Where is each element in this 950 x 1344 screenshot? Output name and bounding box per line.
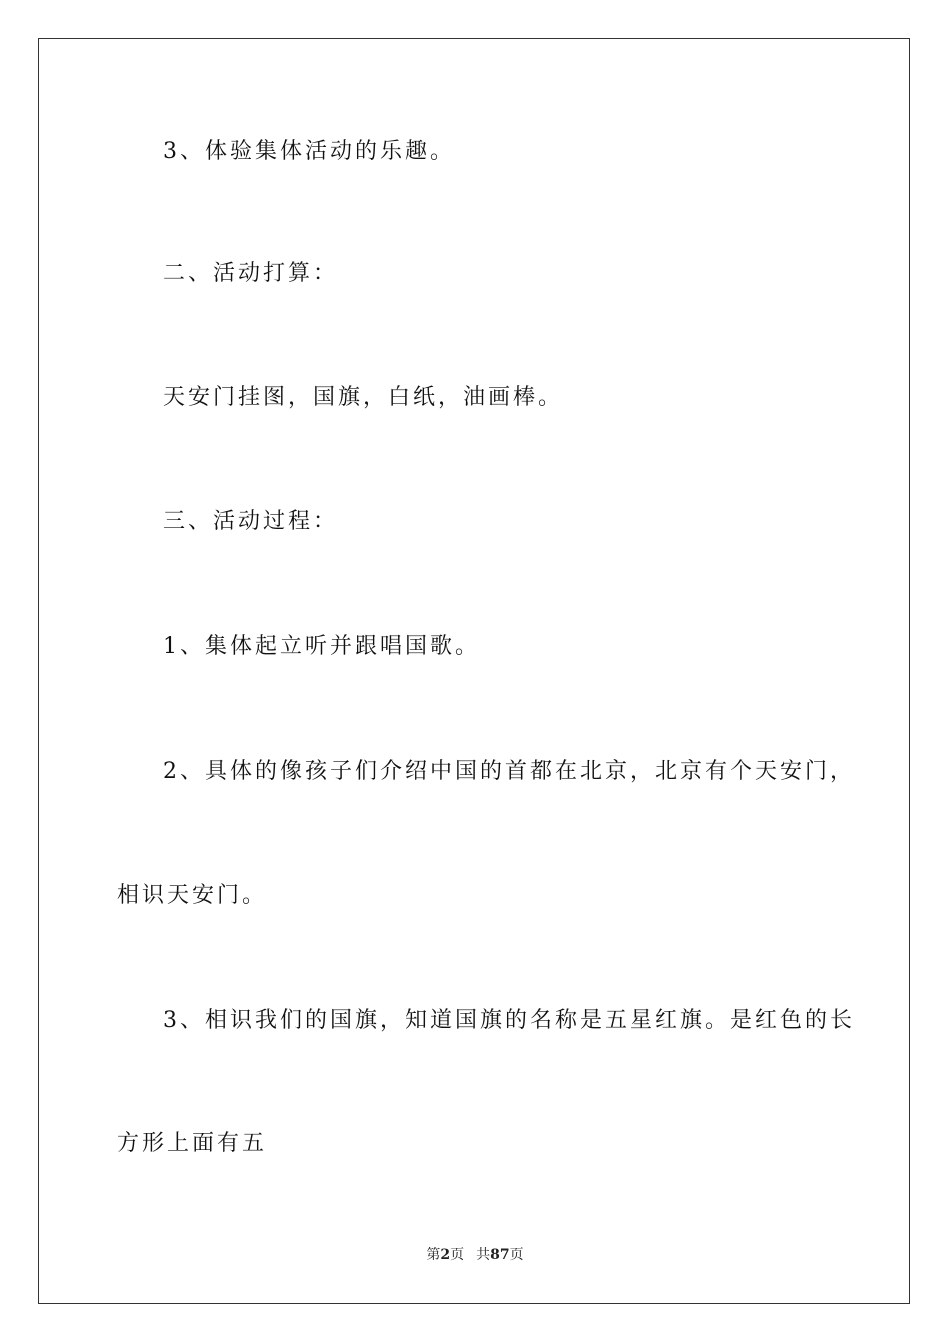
paragraph-step-1: 1、集体起立听并跟唱国歌。: [163, 634, 480, 659]
page-border: [38, 38, 910, 1304]
footer-page-total: 87: [490, 1247, 510, 1263]
paragraph-materials: 天安门挂图，国旗，白纸，油画棒。: [163, 385, 564, 410]
section-heading-process: 三、活动过程：: [163, 509, 339, 534]
footer-page-current: 2: [440, 1247, 451, 1263]
paragraph-step-2: 2、具体的像孩子们介绍中国的首都在北京，北京有个天安门，: [163, 759, 855, 784]
footer-total-prefix: 共: [476, 1247, 491, 1263]
section-heading-preparation: 二、活动打算：: [163, 261, 339, 286]
footer-page-suffix: 页: [450, 1247, 465, 1263]
paragraph-step-2-continued: 相识天安门。: [117, 883, 268, 908]
paragraph-goal-3: 3、体验集体活动的乐趣。: [163, 139, 455, 164]
page-footer: [0, 1248, 950, 1262]
footer-total-suffix: 页: [509, 1247, 524, 1263]
paragraph-step-3-continued: 方形上面有五: [117, 1131, 268, 1156]
footer-page-prefix: 第: [426, 1247, 441, 1263]
paragraph-step-3: 3、相识我们的国旗，知道国旗的名称是五星红旗。是红色的长: [163, 1008, 855, 1033]
